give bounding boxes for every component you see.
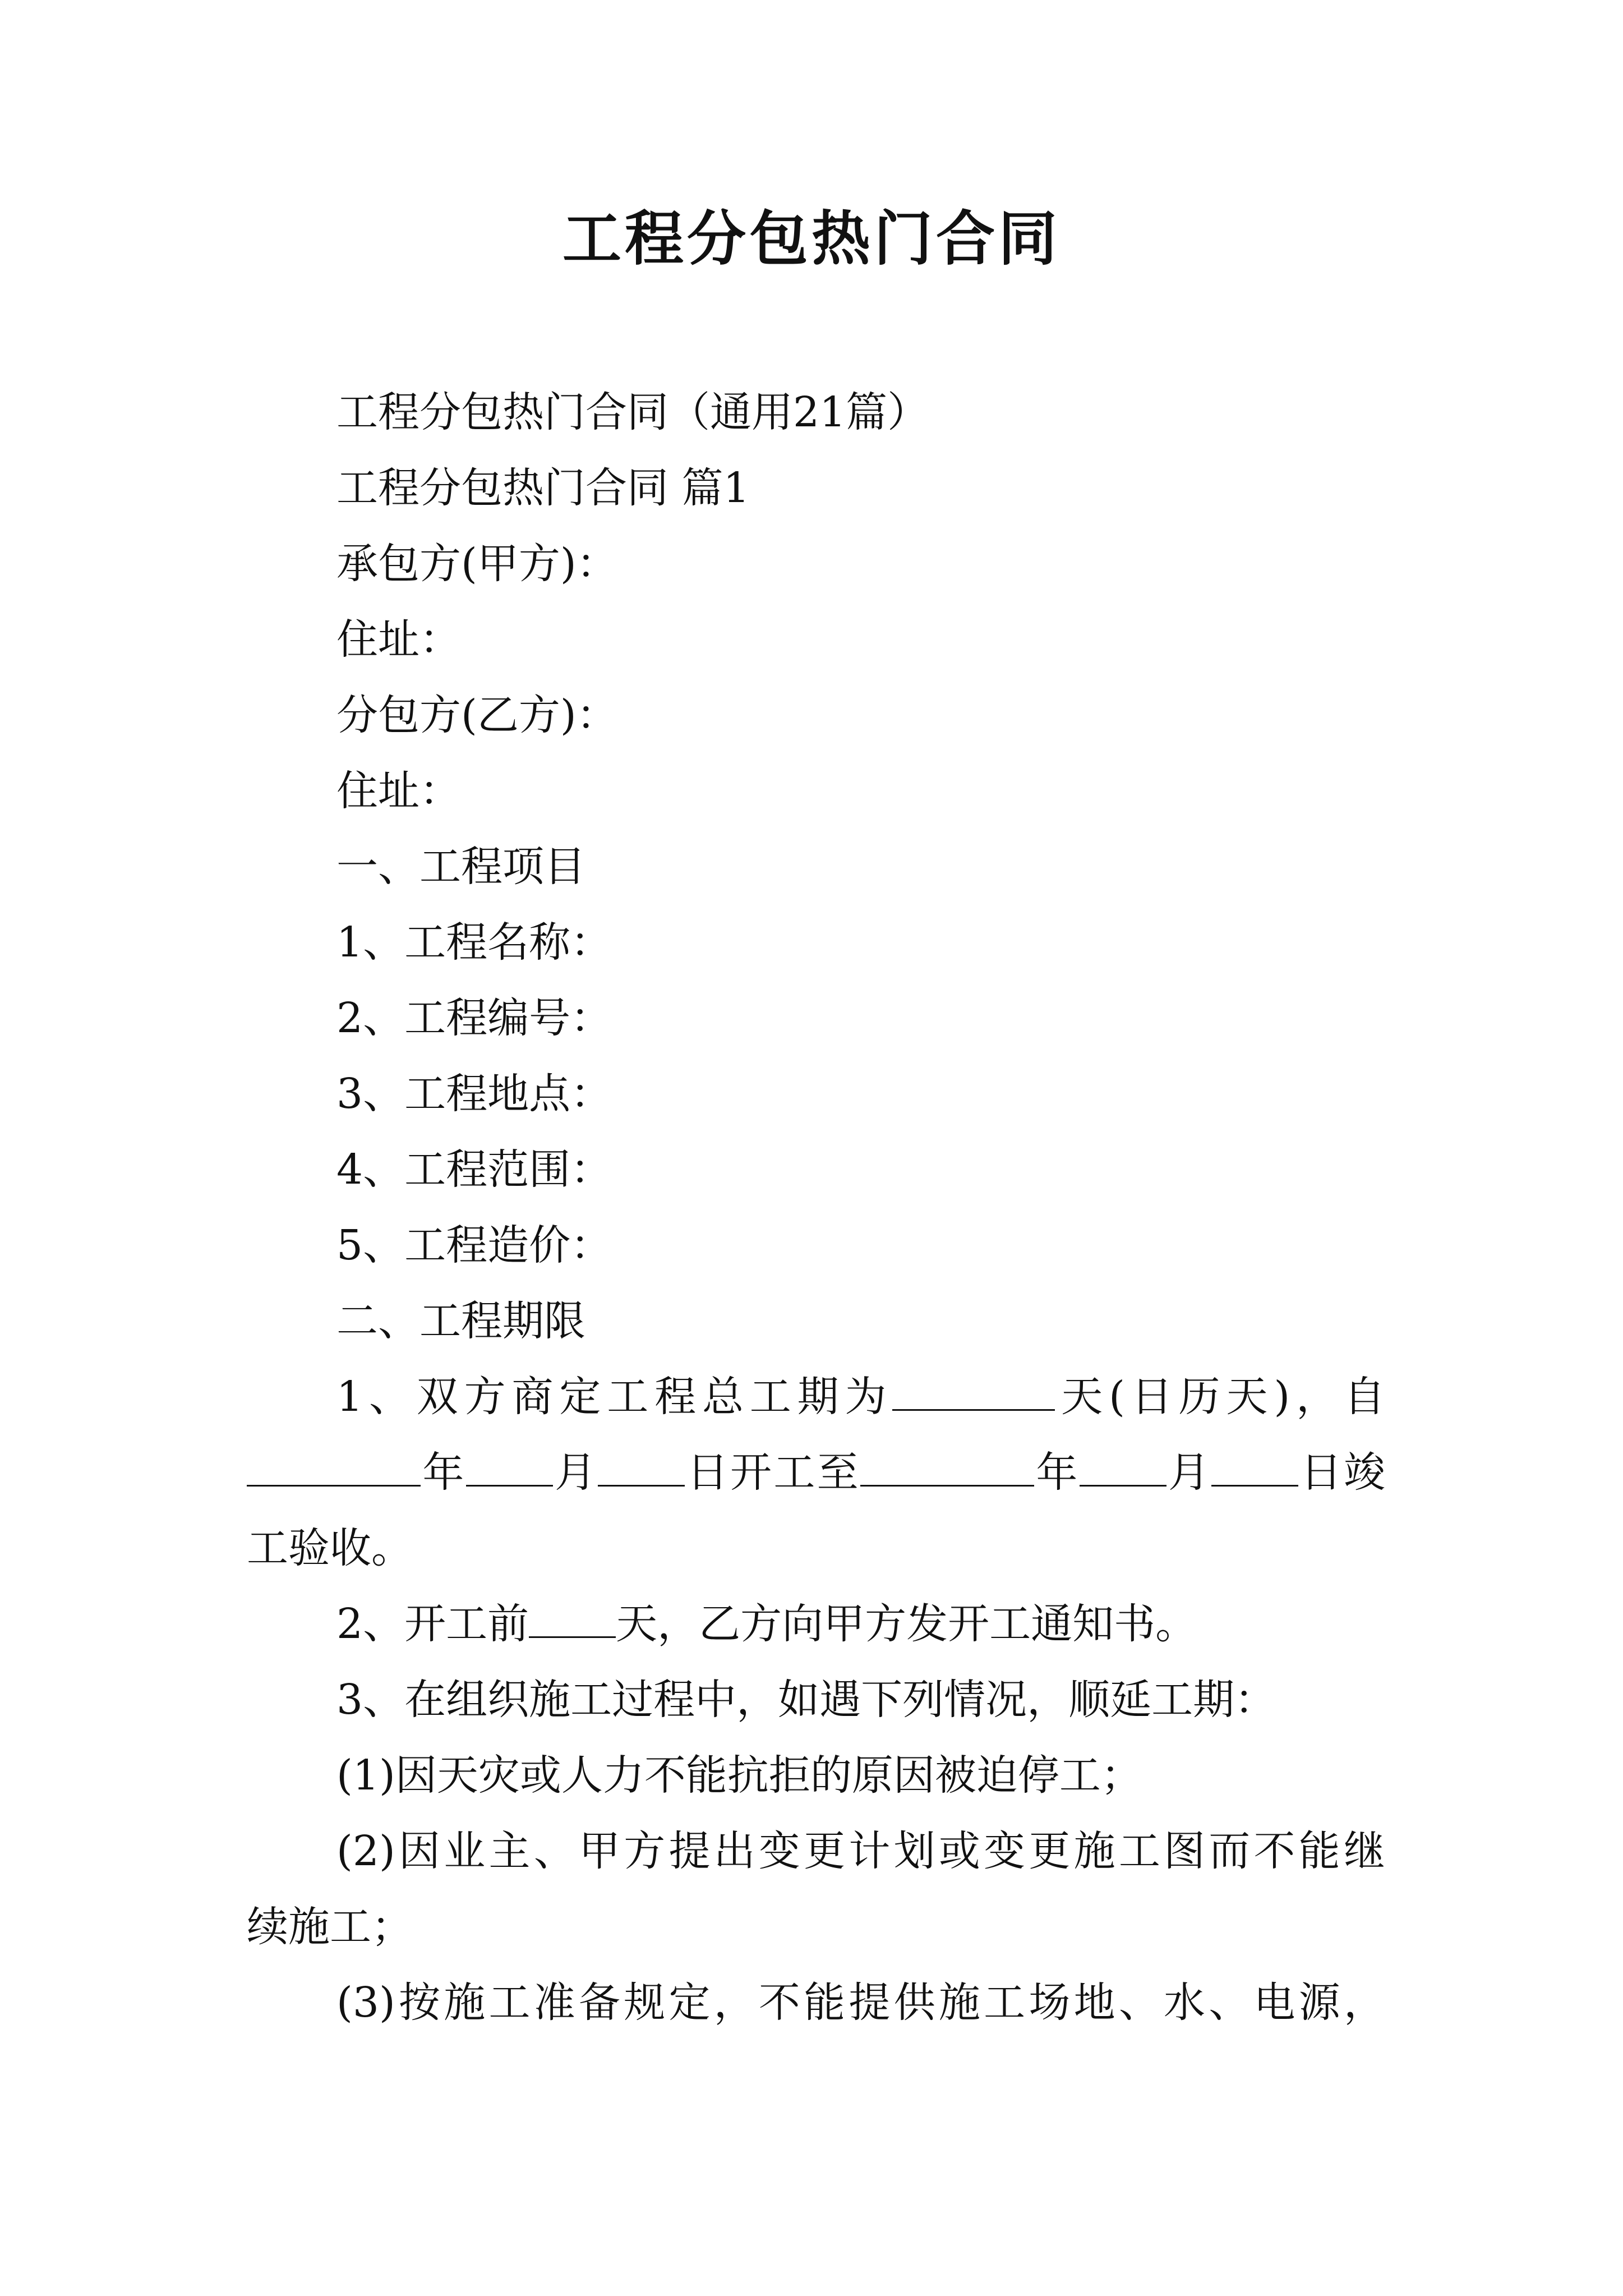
blank-start-year — [247, 1446, 421, 1487]
party-b-label: 分包方(乙方)： — [336, 691, 618, 739]
clause-extension: 3、在组织施工过程中，如遇下列情况，顺延工期： — [336, 1676, 1276, 1724]
clause-term-line-2 — [247, 1442, 1385, 1503]
clause-term-text-a: 1、双方商定工程总工期为 — [336, 1373, 893, 1421]
clause-term-text-b: 天(日历天)，自 — [1055, 1373, 1385, 1421]
section-heading-project: 一、工程项目 — [336, 843, 585, 891]
document-subtitle: 工程分包热门合同（通用21篇） — [336, 388, 929, 436]
clause-notice-text-a: 2、开工前 — [336, 1600, 529, 1648]
chapter-heading: 工程分包热门合同 篇1 — [336, 464, 750, 512]
item-project-location: 3、工程地点： — [336, 1070, 612, 1118]
start-day-label: 日开工至 — [685, 1448, 861, 1497]
start-year-label: 年 — [421, 1448, 466, 1497]
condition-3-line-1: (3)按施工准备规定，不能提供施工场地、水、电源， — [336, 1978, 1385, 2027]
end-day-label: 日竣 — [1298, 1448, 1386, 1497]
blank-start-month — [466, 1446, 553, 1487]
blank-end-day — [1211, 1446, 1298, 1487]
condition-2-line-2: 续施工； — [247, 1903, 413, 1951]
condition-1: (1)因天灾或人力不能抗拒的原因被迫停工； — [336, 1751, 1142, 1800]
clause-notice-text-b: 天，乙方向甲方发开工通知书。 — [616, 1600, 1197, 1648]
condition-2-line-1: (2)因业主、甲方提出变更计划或变更施工图而不能继 — [336, 1827, 1385, 1875]
item-project-name: 1、工程名称： — [336, 918, 612, 967]
blank-start-day — [598, 1446, 685, 1487]
item-project-number: 2、工程编号： — [336, 994, 612, 1042]
blank-end-year — [860, 1446, 1034, 1487]
blank-days — [892, 1370, 1055, 1411]
party-b-address: 住址： — [336, 767, 461, 815]
blank-notice-days — [529, 1597, 616, 1638]
end-month-label: 月 — [1166, 1448, 1212, 1497]
item-project-cost: 5、工程造价： — [336, 1221, 612, 1269]
document-title: 工程分包热门合同 — [562, 204, 1061, 273]
clause-term-line-1 — [336, 1366, 1385, 1428]
party-a-address: 住址： — [336, 615, 461, 664]
item-project-scope: 4、工程范围： — [336, 1145, 612, 1194]
clause-term-line-3: 工验收。 — [247, 1524, 413, 1572]
party-a-label: 承包方(甲方)： — [336, 540, 618, 588]
end-year-label: 年 — [1034, 1448, 1080, 1497]
start-month-label: 月 — [552, 1448, 598, 1497]
clause-notice — [336, 1593, 1197, 1655]
blank-end-month — [1080, 1446, 1166, 1487]
section-heading-term: 二、工程期限 — [336, 1297, 585, 1345]
